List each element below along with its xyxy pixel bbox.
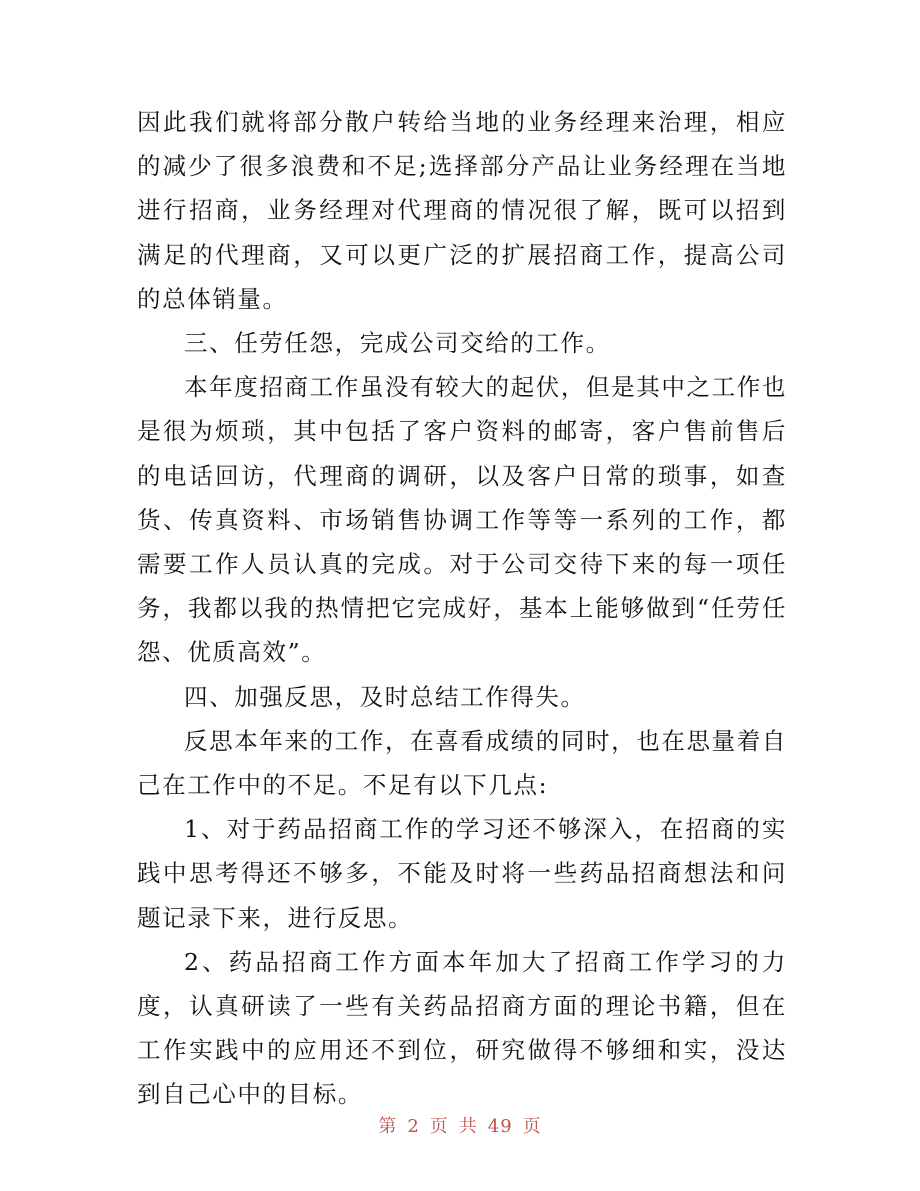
document-body (137, 100, 787, 1117)
footer-current-page: 2 (407, 1116, 420, 1137)
paragraph-1: 因此我们就将部分散户转给当地的业务经理来治理，相应的减少了很多浪费和不足;选择部分产品让业务经理在当地进行招商，业务经理对代理商的情况很了解，既可以招到满足的代理商，又可以更广泛的扩展招商工作，提高公司的总体销量。 (137, 108, 787, 313)
heading-section-4: 四、加强反思，及时总结工作得失。 (184, 682, 586, 711)
list-item-2: 2、药品招商工作方面本年加大了招商工作学习的力度，认真研读了一些有关药品招商方面的理论书籍，但在工作实践中的应用还不到位，研究做得不够细和实，没达到自己心中的目标。 (137, 947, 787, 1109)
list-item-1: 1、对于药品招商工作的学习还不够深入，在招商的实践中思考得还不够多，不能及时将一些药品招商想法和问题记录下来，进行反思。 (137, 815, 787, 932)
page-footer (0, 1112, 920, 1138)
footer-page-unit: 页 (429, 1116, 449, 1137)
paragraph-3: 反思本年来的工作，在喜看成绩的同时，也在思量着自己在工作中的不足。不足有以下几点: (137, 726, 787, 800)
heading-section-3: 三、任劳任怨，完成公司交给的工作。 (184, 329, 611, 358)
footer-total-unit: 页 (522, 1116, 542, 1137)
paragraph-2: 本年度招商工作虽没有较大的起伏，但是其中之工作也是很为烦琐，其中包括了客户资料的邮寄，客户售前售后的电话回访，代理商的调研，以及客户日常的琐事，如查货、传真资料、市场销售协调工作等等一系列的工作，都需要工作人员认真的完成。对于公司交待下来的每一项任务，我都以我的热情把它完成好，基本上能够做到“任劳任怨、优质高效”。 (137, 373, 787, 667)
footer-total-label: 共 (458, 1116, 478, 1137)
footer-total-pages: 49 (487, 1116, 513, 1137)
footer-page-label: 第 (378, 1116, 398, 1137)
